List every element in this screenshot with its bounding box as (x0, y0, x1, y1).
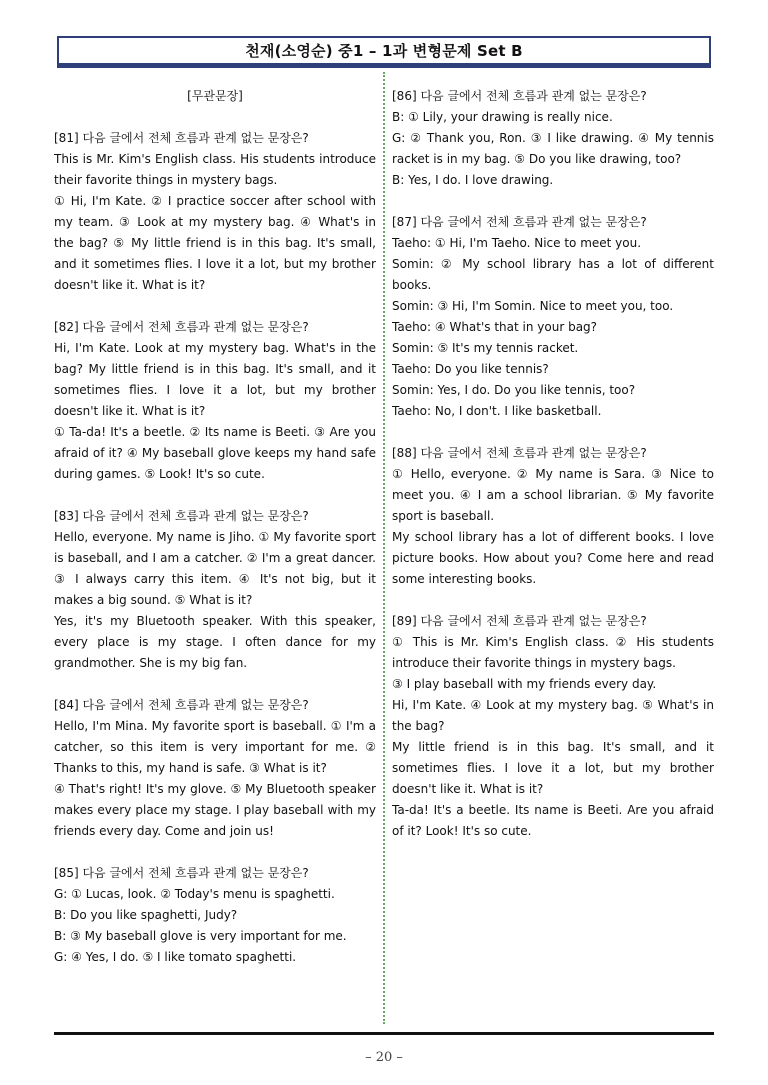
page-number: – 20 – (365, 1050, 403, 1065)
question-text: G: ① Lucas, look. ② Today's menu is spaghetti. (54, 887, 335, 901)
question-block (392, 443, 714, 590)
question-title: [87] 다음 글에서 전체 흐름과 관계 없는 문장은? (392, 215, 647, 229)
question-text: B: Do you like spaghetti, Judy? (54, 908, 238, 922)
question-title: [88] 다음 글에서 전체 흐름과 관계 없는 문장은? (392, 446, 647, 460)
question-block (54, 863, 376, 968)
right-question-list (392, 86, 714, 842)
question-text: Hello, everyone. My name is Jiho. ① My favorite sport is baseball, and I am a catcher. ② I'm a great dancer. ③ I always carry this item. ④ It's not big, but it makes a big sound. ⑤ What is it? (54, 530, 376, 607)
question-text: Taeho: ④ What's that in your bag? (392, 320, 598, 334)
question-text: B: ③ My baseball glove is very important for me. (54, 929, 347, 943)
page-header (57, 36, 711, 65)
question-title: [89] 다음 글에서 전체 흐름과 관계 없는 문장은? (392, 614, 647, 628)
question-text: Somin: ⑤ It's my tennis racket. (392, 341, 579, 355)
question-text: My school library has a lot of different books. I love picture books. How about you? Come here and read some interesting books. (392, 530, 714, 586)
question-text: ① Hi, I'm Kate. ② I practice soccer after school with my team. ③ Look at my mystery bag. ④ What's in the bag? ⑤ My little friend is in this bag. It's small, and it sometimes flies. I love it a lot, but my brother doesn't like it. What is it? (54, 194, 376, 292)
footer-rule (54, 1032, 714, 1035)
question-text: Yes, it's my Bluetooth speaker. With this speaker, every place is my stage. I often dance for my grandmother. She is my big fan. (54, 614, 376, 670)
question-text: Somin: ② My school library has a lot of different books. (392, 257, 714, 292)
left-column (54, 86, 376, 989)
question-title: [81] 다음 글에서 전체 흐름과 관계 없는 문장은? (54, 131, 309, 145)
question-text: ① This is Mr. Kim's English class. ② His students introduce their favorite things in mystery bags. (392, 635, 714, 670)
question-text: Taeho: No, I don't. I like basketball. (392, 404, 602, 418)
question-text: Taeho: ① Hi, I'm Taeho. Nice to meet you. (392, 236, 642, 250)
column-divider (383, 72, 385, 1024)
question-text: ③ I play baseball with my friends every day. (392, 677, 657, 691)
question-text: ① Hello, everyone. ② My name is Sara. ③ Nice to meet you. ④ I am a school librarian. ⑤ My favorite sport is baseball. (392, 467, 714, 523)
question-text: B: ① Lily, your drawing is really nice. (392, 110, 613, 124)
page-title: 천재(소영순) 중1 – 1과 변형문제 Set B (245, 42, 523, 60)
question-text: Hello, I'm Mina. My favorite sport is baseball. ① I'm a catcher, so this item is very important for me. ② Thanks to this, my hand is safe. ③ What is it? (54, 719, 376, 775)
question-text: My little friend is in this bag. It's small, and it sometimes flies. I love it a lot, but my brother doesn't like it. What is it? (392, 740, 714, 796)
question-text: Somin: ③ Hi, I'm Somin. Nice to meet you, too. (392, 299, 674, 313)
question-block (392, 86, 714, 191)
question-text: G: ④ Yes, I do. ⑤ I like tomato spaghetti. (54, 950, 297, 964)
question-title: [83] 다음 글에서 전체 흐름과 관계 없는 문장은? (54, 509, 309, 523)
question-title: [85] 다음 글에서 전체 흐름과 관계 없는 문장은? (54, 866, 309, 880)
question-text: Taeho: Do you like tennis? (392, 362, 549, 376)
question-block (54, 695, 376, 842)
question-text: ④ That's right! It's my glove. ⑤ My Bluetooth speaker makes every place my stage. I play baseball with my friends every day. Come and join us! (54, 782, 376, 838)
section-title: [무관문장] (187, 89, 243, 103)
right-column (392, 86, 714, 863)
question-block (54, 128, 376, 296)
question-text: ① Ta-da! It's a beetle. ② Its name is Beeti. ③ Are you afraid of it? ④ My baseball glove keeps my hand safe during games. ⑤ Look! It's so cute. (54, 425, 376, 481)
question-text: This is Mr. Kim's English class. His students introduce their favorite things in mystery bags. (54, 152, 376, 187)
question-text: Hi, I'm Kate. Look at my mystery bag. What's in the bag? My little friend is in this bag. It's small, and it sometimes flies. I love it a lot, but my brother doesn't like it. What is it? (54, 341, 376, 418)
question-block (54, 317, 376, 485)
question-text: Somin: Yes, I do. Do you like tennis, too? (392, 383, 636, 397)
question-text: Ta-da! It's a beetle. Its name is Beeti. Are you afraid of it? Look! It's so cute. (392, 803, 714, 838)
question-title: [86] 다음 글에서 전체 흐름과 관계 없는 문장은? (392, 89, 647, 103)
question-text: Hi, I'm Kate. ④ Look at my mystery bag. ⑤ What's in the bag? (392, 698, 714, 733)
question-text: G: ② Thank you, Ron. ③ I like drawing. ④ My tennis racket is in my bag. ⑤ Do you like drawing, too? (392, 131, 714, 166)
left-question-list (54, 128, 376, 968)
question-block (392, 212, 714, 422)
question-block (54, 506, 376, 674)
question-title: [84] 다음 글에서 전체 흐름과 관계 없는 문장은? (54, 698, 309, 712)
question-text: B: Yes, I do. I love drawing. (392, 173, 554, 187)
question-block (392, 611, 714, 842)
question-title: [82] 다음 글에서 전체 흐름과 관계 없는 문장은? (54, 320, 309, 334)
